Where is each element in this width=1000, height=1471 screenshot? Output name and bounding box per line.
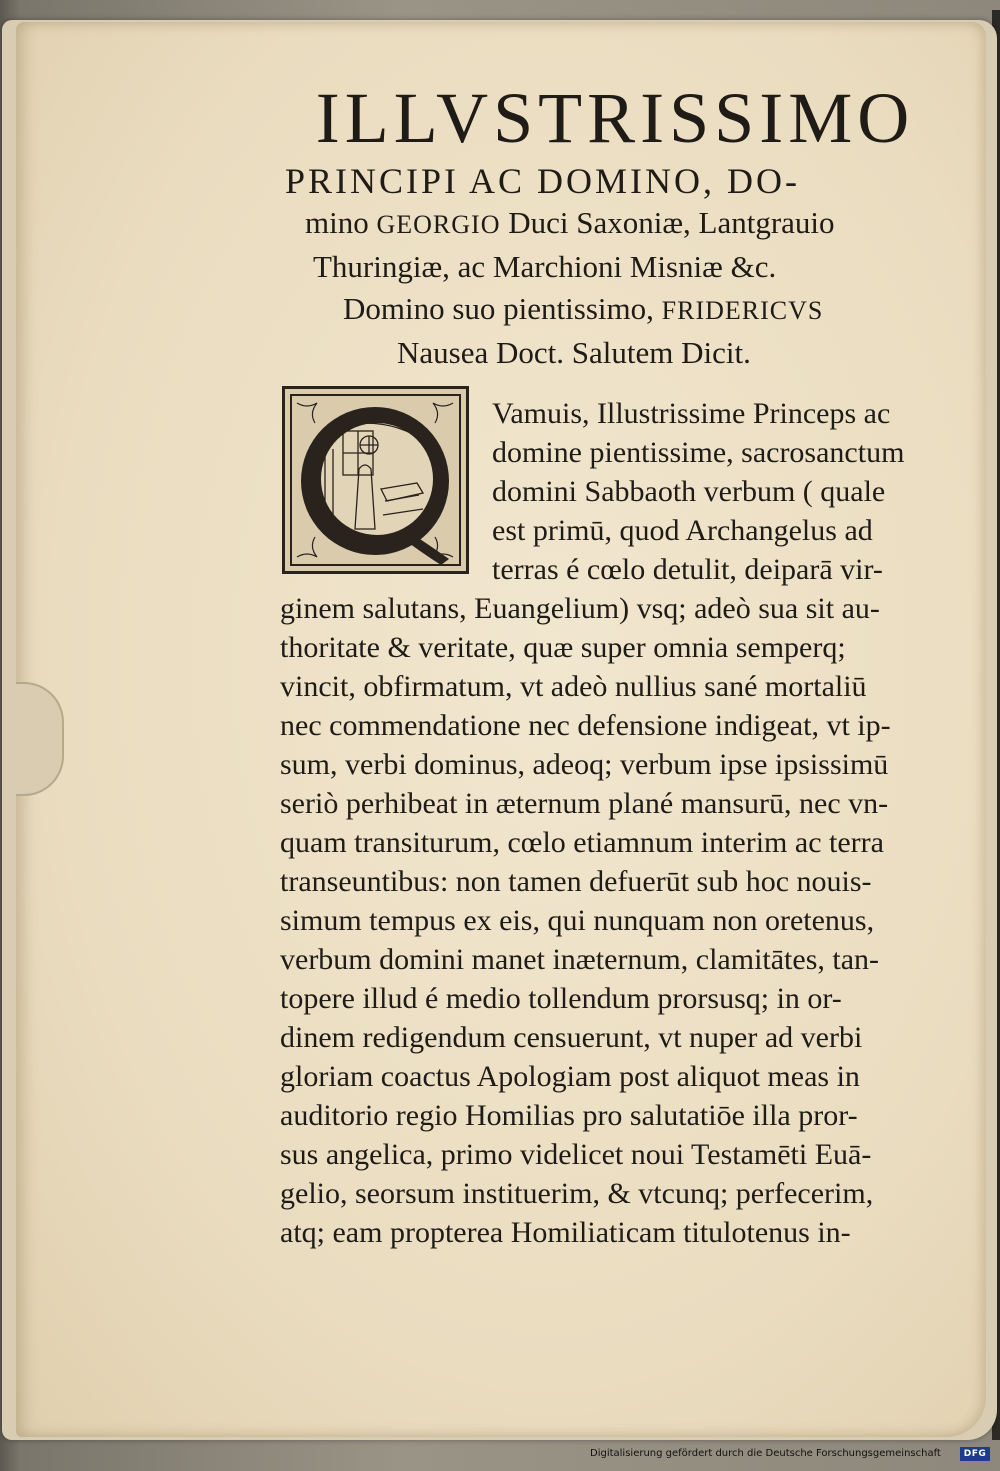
heading-line-5-pre: Domino suo pientissimo, bbox=[343, 291, 662, 326]
dfg-logo: DFG bbox=[960, 1447, 990, 1461]
heading-line-5 bbox=[275, 288, 955, 332]
heading-line-3-caps: GEORGIO bbox=[376, 210, 501, 239]
body-line: dinem redigendum censuerunt, vt nuper ad verbi bbox=[280, 1021, 863, 1054]
body-line: verbum domini manet inæternum, clamitātes, tan- bbox=[280, 943, 880, 976]
heading-line-5-caps: FRIDERICVS bbox=[661, 296, 824, 325]
page-tab-edge bbox=[16, 682, 64, 796]
body-line: terras é cœlo detulit, deiparā vir- bbox=[492, 553, 883, 586]
body-line: gelio, seorsum instituerim, & vtcunq; perfecerim, bbox=[280, 1177, 874, 1210]
body-line: Vamuis, Illustrissime Princeps ac bbox=[492, 397, 891, 430]
body-line: auditorio regio Homilias pro salutatiōe illa pror- bbox=[280, 1099, 858, 1132]
heading-line-3 bbox=[275, 202, 955, 246]
body-line: domine pientissime, sacrosanctum bbox=[492, 436, 905, 469]
body-line: domini Sabbaoth verbum ( quale bbox=[492, 475, 886, 508]
body-line: nec commendatione nec defensione indigeat, vt ip- bbox=[280, 709, 891, 742]
body-line: seriò perhibeat in æternum plané mansurū, nec vn- bbox=[280, 787, 889, 820]
body-line: sus angelica, primo videlicet noui Testamēti Euā- bbox=[280, 1138, 872, 1171]
heading-line-3-post: Duci Saxoniæ, Lantgrauio bbox=[500, 205, 835, 240]
heading-line-2: PRINCIPI AC DOMINO, DO- bbox=[285, 161, 801, 201]
body-line: thoritate & veritate, quæ super omnia semperq; bbox=[280, 631, 846, 664]
body-line: topere illud é medio tollendum prorsusq; in or- bbox=[280, 982, 842, 1015]
heading-line-6: Nausea Doct. Salutem Dicit. bbox=[397, 335, 751, 370]
body-text bbox=[280, 394, 960, 1252]
body-line: gloriam coactus Apologiam post aliquot meas in bbox=[280, 1060, 860, 1093]
body-line: vincit, obfirmatum, vt adeò nullius sané mortaliū bbox=[280, 670, 867, 703]
body-line: transeuntibus: non tamen defuerūt sub hoc nouis- bbox=[280, 865, 872, 898]
body-line: quam transiturum, cœlo etiamnum interim ac terra bbox=[280, 826, 884, 859]
body-line: simum tempus ex eis, qui nunquam non oretenus, bbox=[280, 904, 875, 937]
funding-notice: Digitalisierung gefördert durch die Deutsche Forschungsgemeinschaft bbox=[590, 1448, 941, 1459]
heading-line-1: ILLVSTRISSIMO bbox=[315, 78, 915, 158]
body-line: ginem salutans, Euangelium) vsq; adeò sua sit au- bbox=[280, 592, 880, 625]
body-line: est primū, quod Archangelus ad bbox=[492, 514, 873, 547]
heading-line-3-pre: mino bbox=[305, 205, 377, 240]
body-line: sum, verbi dominus, adeoq; verbum ipse ipsissimū bbox=[280, 748, 889, 781]
body-line: atq; eam propterea Homiliaticam titulotenus in- bbox=[280, 1216, 851, 1249]
heading-line-4: Thuringiæ, ac Marchioni Misniæ &c. bbox=[313, 249, 777, 284]
dedication-heading bbox=[275, 78, 955, 374]
